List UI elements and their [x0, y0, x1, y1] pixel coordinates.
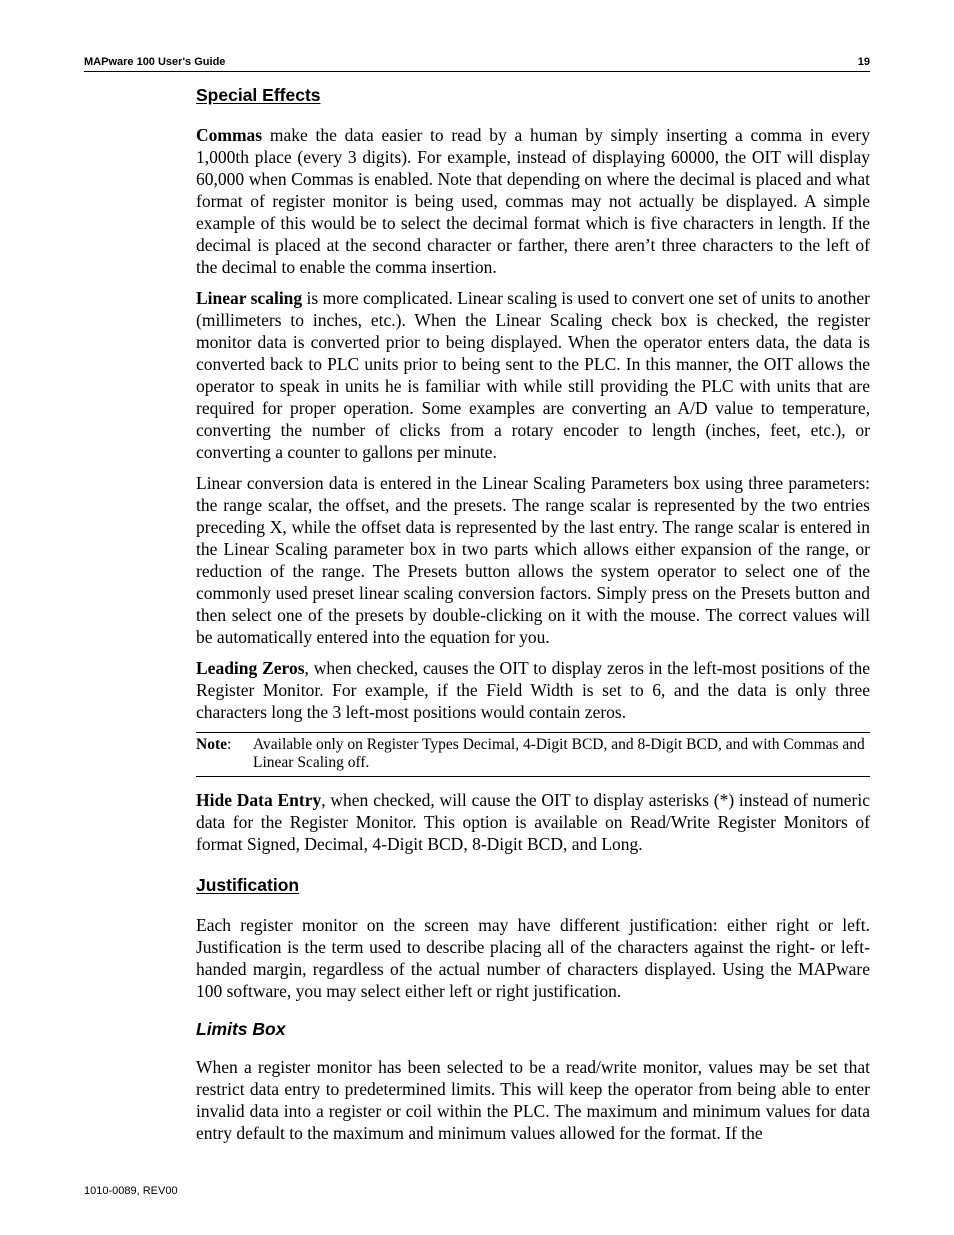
linear-scaling-term: Linear scaling	[196, 288, 303, 308]
page-number: 19	[857, 56, 870, 68]
hide-data-entry-term: Hide Data Entry	[196, 790, 322, 810]
running-header	[84, 56, 870, 72]
linear-conversion-paragraph: Linear conversion data is entered in the Linear Scaling Parameters box using three parameters: the range scalar, the offset, and the presets. The range scalar is represented by the two entries preceding X, while the offset data is represented by the last entry. The range scalar is entered in the Linear Scaling parameter box in two parts which allows either expansion of the range, or reduction of the range. The Presets button allows the system operator to select one of the commonly used preset linear scaling conversion factors. Simply press on the Presets button and then select one of the presets by double-clicking on it with the mouse. The correct values will be automatically entered into the equation for you.	[196, 473, 870, 647]
commas-paragraph	[196, 124, 870, 278]
leading-zeros-text: , when checked, causes the OIT to display zeros in the left-most positions of the Register Monitor. For example, if the Field Width is set to 6, and the data is only three characters long the 3 left-most positions would contain zeros.	[196, 658, 871, 722]
linear-scaling-text: is more complicated. Linear scaling is used to convert one set of units to another (millimeters to inches, etc.). When the Linear Scaling check box is checked, the register monitor data is converted prior to being displayed. When the operator enters data, the data is converted back to PLC units prior to being sent to the PLC. In this manner, the OIT allows the operator to speak in units he is familiar with while still providing the PLC with units that are required for proper operation. Some examples are converting an A/D value to temperature, converting the number of clicks from a rotary encoder to length (inches, feet, etc.), or converting a counter to gallons per minute.	[196, 288, 870, 462]
limits-box-heading: Limits Box	[196, 1019, 286, 1039]
note-text: Available only on Register Types Decimal, 4-Digit BCD, and 8-Digit BCD, and with Commas and Linear Scaling off.	[253, 736, 865, 771]
footer-doc-id: 1010-0089, REV00	[84, 1185, 178, 1197]
linear-scaling-paragraph	[196, 287, 870, 463]
note-label: Note:	[196, 736, 232, 753]
note-box	[196, 732, 870, 777]
justification-heading: Justification	[196, 875, 300, 895]
page-content	[196, 84, 870, 1144]
leading-zeros-paragraph	[196, 657, 870, 723]
special-effects-heading: Special Effects	[196, 85, 321, 105]
commas-text: make the data easier to read by a human by simply inserting a comma in every 1,000th place (every 3 digits). For example, instead of displaying 60000, the OIT will display 60,000 when Commas is enabled. Note that depending on where the decimal is placed and what format of register monitor is being used, commas may not actually be displayed. A simple example of this would be to select the decimal format which is five characters in length. If the decimal is placed at the second character or farther, there aren’t three characters to the left of the decimal to enable the comma insertion.	[196, 125, 870, 277]
leading-zeros-term: Leading Zeros	[196, 658, 305, 678]
justification-paragraph: Each register monitor on the screen may have different justification: either right or left. Justification is the term used to describe placing all of the characters against the right- or left-handed margin, regardless of the actual number of characters displayed. Using the MAPware 100 software, you may select either left or right justification.	[196, 915, 870, 1001]
hide-data-entry-text: , when checked, will cause the OIT to display asterisks (*) instead of numeric data for the Register Monitor. This option is available on Read/Write Register Monitors of format Signed, Decimal, 4-Digit BCD, 8-Digit BCD, and Long.	[196, 790, 870, 854]
commas-term: Commas	[196, 125, 263, 145]
document-title: MAPware 100 User's Guide	[84, 56, 226, 68]
limits-box-paragraph: When a register monitor has been selected to be a read/write monitor, values may be set that restrict data entry to predetermined limits. This will keep the operator from being able to enter invalid data into a register or coil within the PLC. The maximum and minimum values for data entry default to the maximum and minimum values allowed for the format. If the	[196, 1057, 870, 1143]
hide-data-entry-paragraph	[196, 789, 870, 855]
